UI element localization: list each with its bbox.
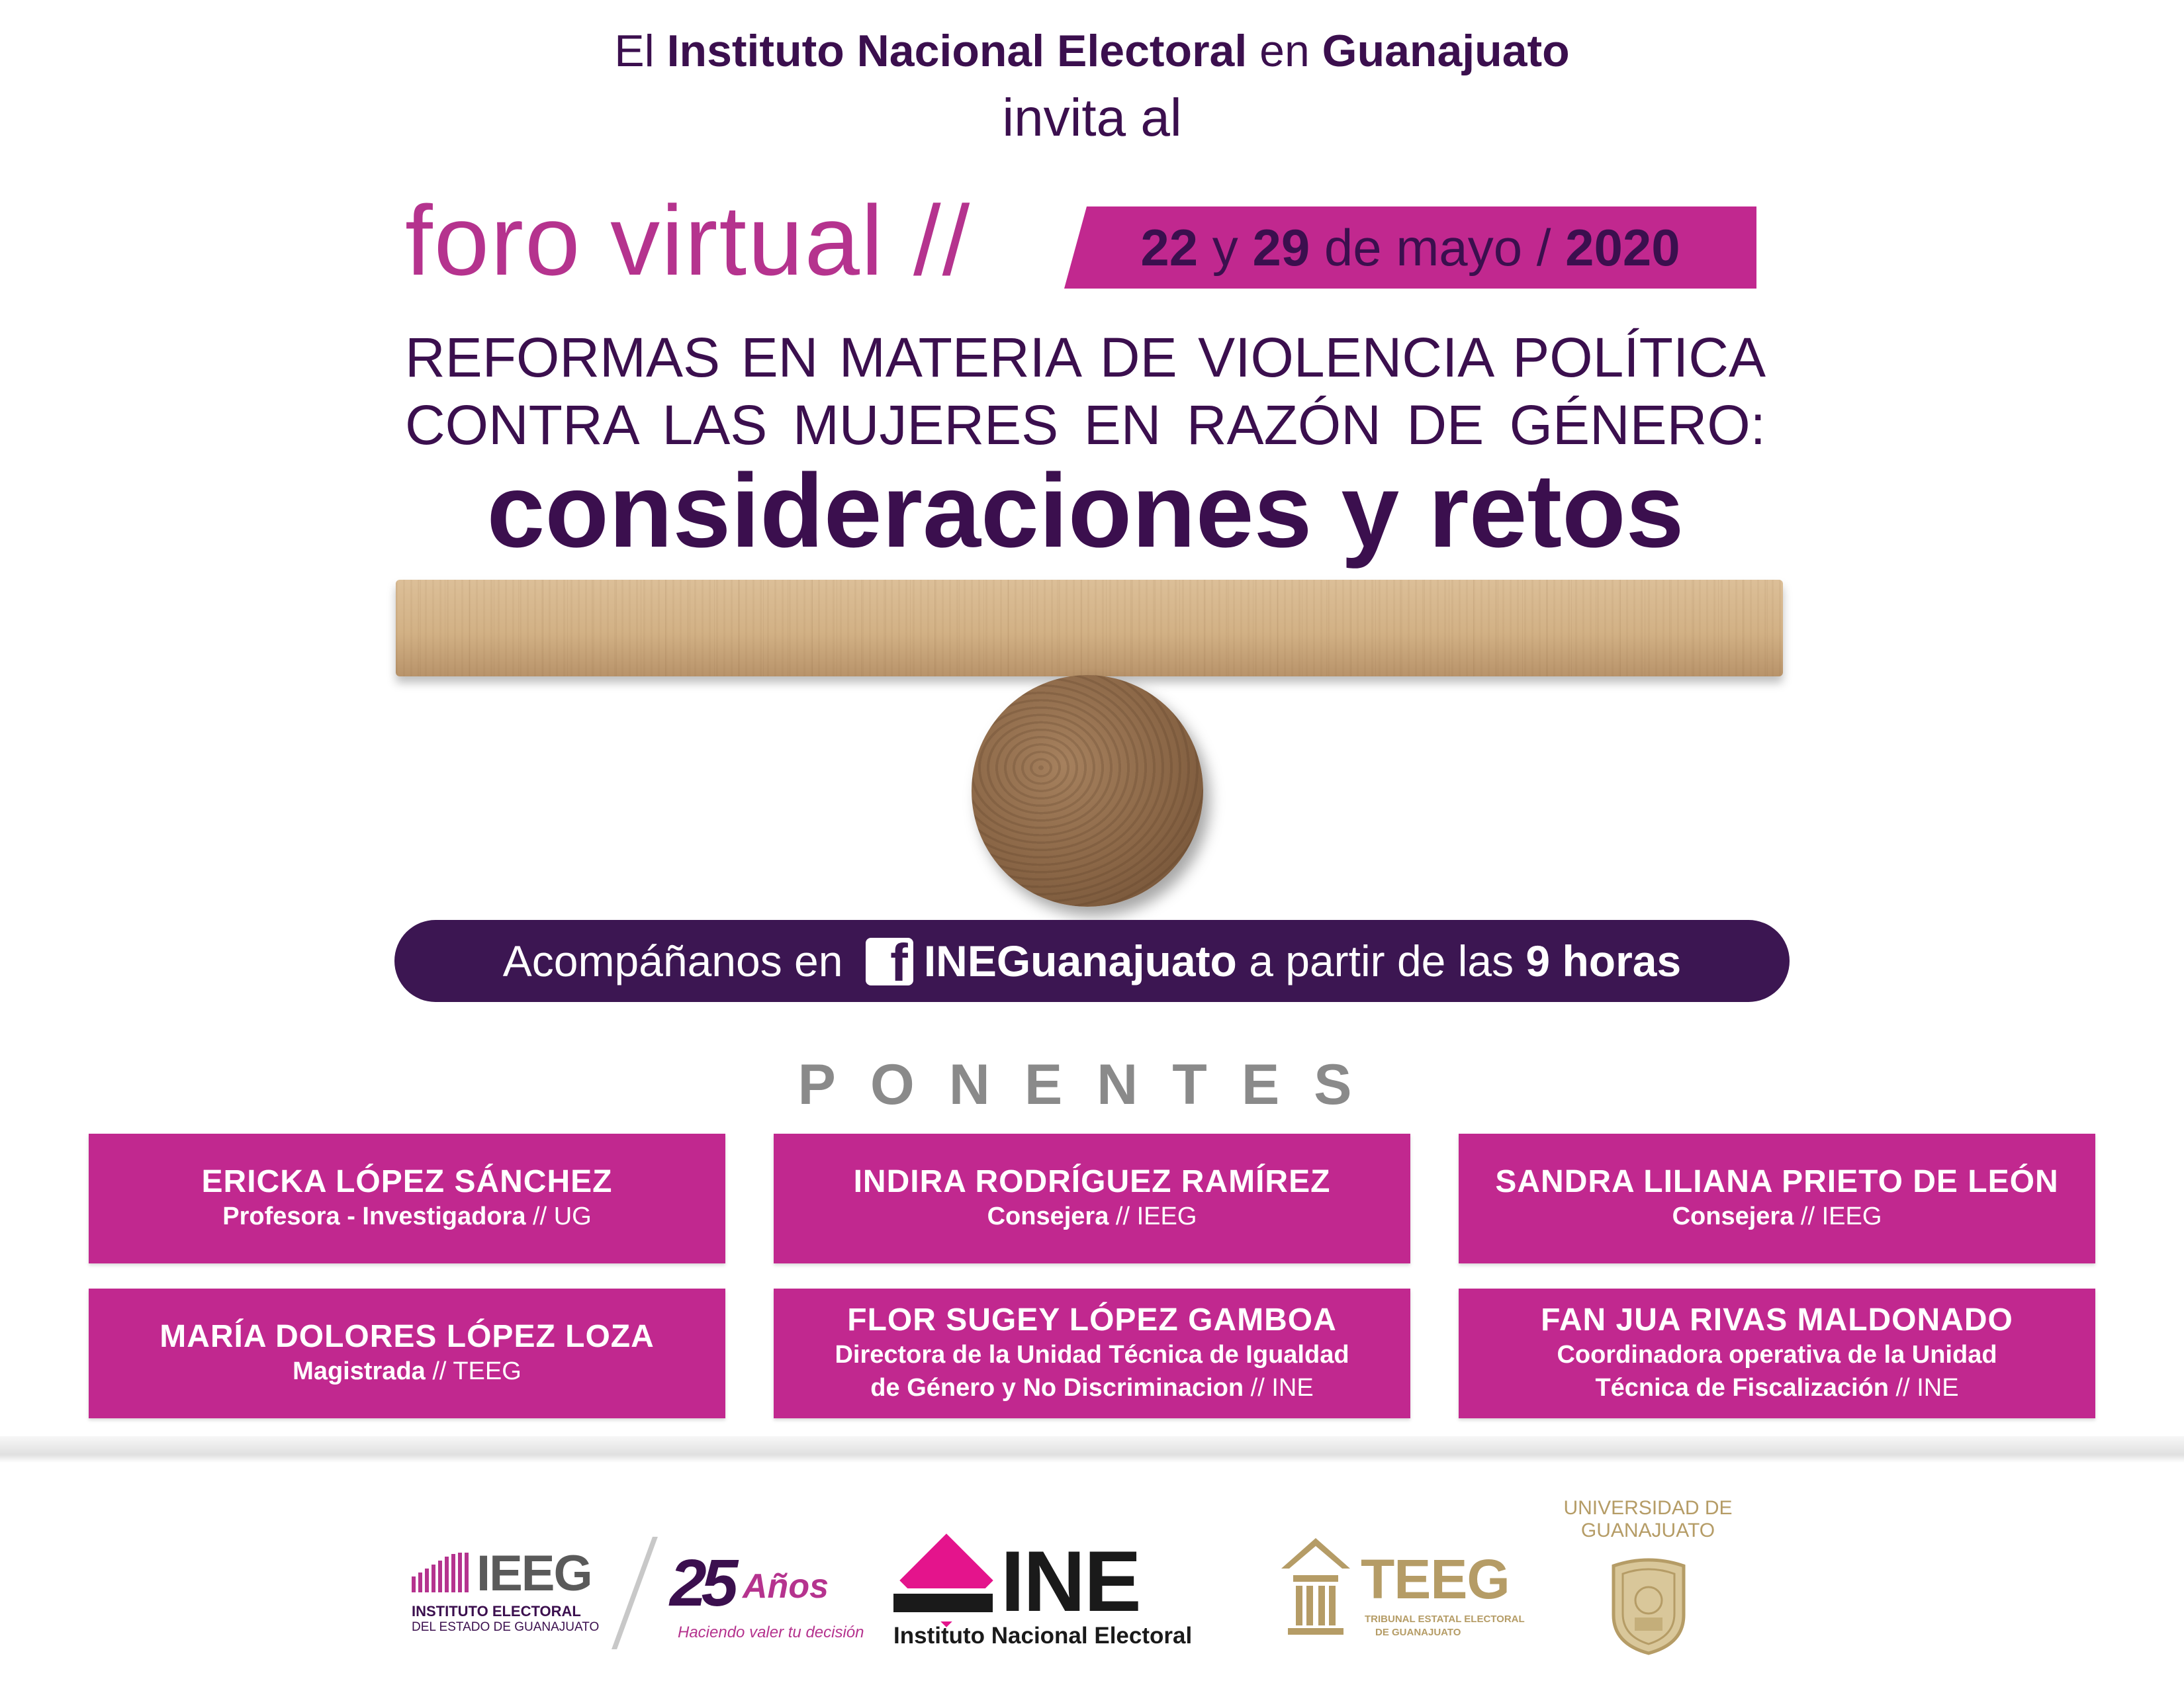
- anniversary-number: 25: [670, 1546, 733, 1620]
- date-month: de mayo /: [1310, 218, 1566, 277]
- speaker-role: Técnica de Fiscalización // INE: [1595, 1374, 1959, 1402]
- speaker-role: Coordinadora operativa de la Unidad: [1557, 1341, 1997, 1369]
- date-year: 2020: [1565, 218, 1680, 277]
- speaker-name: FLOR SUGEY LÓPEZ GAMBOA: [847, 1302, 1337, 1338]
- stream-text[interactable]: [394, 920, 1790, 1002]
- facebook-account-link[interactable]: INEGuanajuato: [923, 936, 1237, 985]
- speaker-role: Consejera // IEEG: [1672, 1203, 1882, 1230]
- event-date: [1064, 206, 1756, 289]
- facebook-icon: f: [866, 938, 913, 985]
- ug-shield-icon: [1608, 1554, 1689, 1656]
- intro-text: en: [1247, 26, 1322, 76]
- ine-subtitle: Instituto Nacional Electoral: [893, 1623, 1193, 1649]
- speaker-role: Directora de la Unidad Técnica de Igualdad: [835, 1341, 1349, 1369]
- date-day-2: 29: [1252, 218, 1310, 277]
- ieeg-subtitle-2: DEL ESTADO DE GUANAJUATO: [412, 1620, 600, 1634]
- intro-institution: Instituto Nacional Electoral: [666, 26, 1248, 76]
- title-line-3: consideraciones y retos: [486, 453, 1684, 569]
- ine-logo: [893, 1533, 1211, 1655]
- anniversary-logo: [670, 1545, 864, 1651]
- speaker-name: FAN JUA RIVAS MALDONADO: [1541, 1302, 2013, 1338]
- stream-time: 9 horas: [1525, 936, 1682, 985]
- speakers-heading: PONENTES: [797, 1053, 1387, 1117]
- date-day-1: 22: [1140, 218, 1199, 277]
- ug-name-line-1: UNIVERSIDAD DE: [1563, 1497, 1733, 1519]
- ieeg-bars-icon: [412, 1553, 478, 1592]
- speaker-card: [1459, 1134, 2095, 1263]
- anniversary-word: Años: [743, 1567, 829, 1606]
- anniversary-tagline: Haciendo valer tu decisión: [678, 1623, 864, 1641]
- speaker-name: SANDRA LILIANA PRIETO DE LEÓN: [1495, 1164, 2059, 1199]
- stream-middle: a partir de las: [1236, 936, 1526, 985]
- ieeg-logo: [412, 1545, 604, 1651]
- ug-logo: [1562, 1497, 1734, 1669]
- speaker-card: [774, 1289, 1410, 1418]
- speaker-name: ERICKA LÓPEZ SÁNCHEZ: [201, 1164, 613, 1199]
- ug-name-line-2: GUANAJUATO: [1580, 1520, 1715, 1541]
- intro-line-2: invita al: [1002, 88, 1182, 147]
- teeg-subtitle-2: DE GUANAJUATO: [1375, 1627, 1461, 1638]
- intro-text: El: [614, 26, 667, 76]
- ieeg-wordmark: IEEG: [477, 1545, 592, 1602]
- intro-state: Guanajuato: [1322, 26, 1570, 76]
- wooden-plank-image: [396, 580, 1783, 676]
- wooden-ball-image: [972, 675, 1203, 907]
- speaker-role: Consejera // IEEG: [987, 1203, 1197, 1230]
- teeg-wordmark: TEEG: [1361, 1548, 1510, 1610]
- stream-prefix: Acompáñanos en: [502, 936, 855, 985]
- speaker-name: MARÍA DOLORES LÓPEZ LOZA: [159, 1319, 655, 1354]
- intro-line-1: [0, 25, 2184, 77]
- footer-divider: [0, 1436, 2184, 1463]
- logo-separator: [612, 1537, 658, 1649]
- event-label: foro virtual //: [405, 185, 972, 296]
- speaker-role: Magistrada // TEEG: [293, 1357, 522, 1385]
- teeg-logo: [1276, 1534, 1525, 1647]
- speaker-role: de Género y No Discriminacion // INE: [870, 1374, 1314, 1402]
- speaker-name: INDIRA RODRÍGUEZ RAMÍREZ: [853, 1164, 1331, 1199]
- teeg-subtitle: TRIBUNAL ESTATAL ELECTORAL: [1365, 1614, 1525, 1625]
- speaker-role: Profesora - Investigadora // UG: [222, 1203, 592, 1230]
- ieeg-subtitle: INSTITUTO ELECTORAL: [412, 1603, 581, 1619]
- courthouse-icon: [1276, 1534, 1355, 1640]
- speaker-card: [89, 1134, 725, 1263]
- ine-bar-icon: [893, 1594, 993, 1612]
- ine-wordmark: INE: [1001, 1533, 1140, 1629]
- date-connector: y: [1198, 218, 1253, 277]
- speaker-card: [1459, 1289, 2095, 1418]
- title-line-2: CONTRA LAS MUJERES EN RAZÓN DE GÉNERO:: [405, 394, 1766, 456]
- speaker-card: [89, 1289, 725, 1418]
- title-line-1: REFORMAS EN MATERIA DE VIOLENCIA POLÍTICA: [405, 326, 1766, 388]
- speaker-card: [774, 1134, 1410, 1263]
